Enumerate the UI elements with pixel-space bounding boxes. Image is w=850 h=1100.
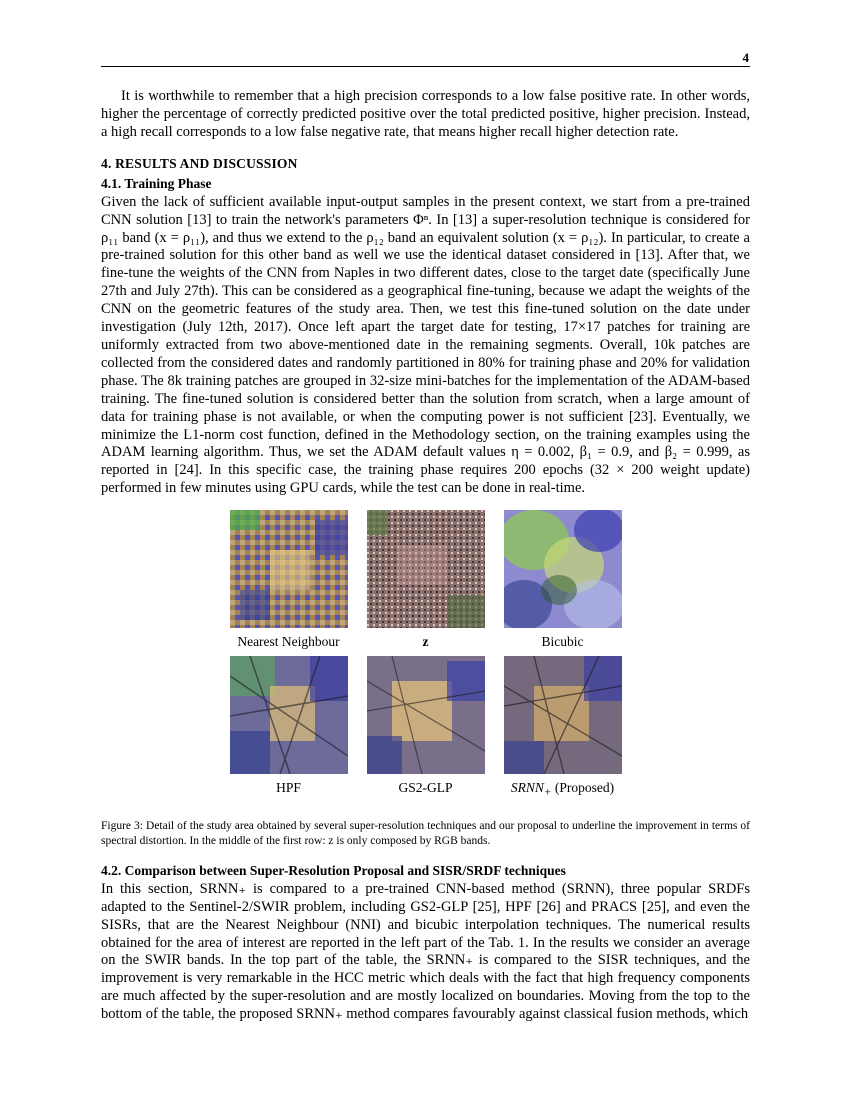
figure-label: Bicubic — [541, 634, 584, 650]
figure-3-caption: Figure 3: Detail of the study area obtained by several super-resolution techniques and our proposal to underline the improvement in terms of spectral distortion. In the middle of the first row: z is only composed by RGB bands. — [101, 819, 750, 847]
bicubic-image — [504, 510, 622, 628]
satellite-tile-nearest-neighbour — [230, 510, 348, 628]
figure-label: Nearest Neighbour — [237, 634, 340, 650]
subsection-comparison-text: In this section, SRNN₊ is compared to a pre-trained CNN-based method (SRNN), three popular SRDFs adapted to the Sentinel-2/SWIR problem, including GS2-GLP [25], HPF [26] and PRACS [25], and even the SISRs, that are the Nearest Neighbour (NNI) and bicubic interpolation techniques. The numerical results obtained for the area of interest are reported in the left part of the Tab. 1. In the results we consider an average on the SWIR bands. In the top part of the table, the SRNN₊ is compared to the SISR techniques, and the improvement is very remarkable in the HCC metric which deals with the fact that high frequency components are much affected by the super-resolution and are mostly localized on boundaries. Moving from the top to the bottom of the table, the proposed SRNN₊ method compares favourably against classical fusion methods, which — [101, 880, 750, 1023]
figure-panel-nearest-neighbour — [229, 510, 349, 650]
figure-3-grid — [101, 510, 750, 805]
figure-label-srnn-plus: $SRNN_+$ (Proposed) — [510, 780, 615, 799]
satellite-tile-gs2-glp — [367, 656, 485, 774]
subsection-training-text: Given the lack of sufficient available input-output samples in the present context, we start from a pre-trained CNN solution [13] to train the network's parameters Φⁿ. In [13] a super-resolution technique is considered for ρ₁₁ band (x = ρ₁₁), and thus we extend to the ρ₁₂ band an equivalent solution (x = ρ₁₂). In particular, to create a pre-trained solution for this other band as well we use the identical dataset considered in [13]. After that, we fine-tune the weights of the CNN from Naples in two different dates, close to the target date (specifically June 27th and July 27th). This can be considered as a geographical fine-tuning, because we adapt the weights of the CNN on the geometric features of the study area. Then, we test this fine-tuned solution on the date under investigation (July 12th, 2017). Once left apart the target date for testing, 17×17 patches for training are uniformly extracted from two above-mentioned date in the remaining segments. Overall, 10k patches are collected from the considered dates and randomly partitioned in 80% for training phase and 20% for validation phase. The 8k training patches are grouped in 32-size mini-batches for the implementation of the ADAM-based training. The fine-tuned solution is considered better than the solution from scratch, when a large amount of data for training phase is not available, or when the computing power is not sufficient [23]. Eventually, we minimize the L1-norm cost function, defined in the Methodology section, on the training examples using the ADAM learning algorithm. Thus, we set the ADAM default values η = 0.002, β₁ = 0.9, and β₂ = 0.999, as reported in [24]. In this specific case, the training phase requires 200 epochs (32 × 200 weight update) performed in few minutes using GPU cards, while the test can be done in real-time. — [101, 193, 750, 497]
intro-paragraph: It is worthwhile to remember that a high precision corresponds to a low false positive rate. In other words, higher the percentage of correctly predicted positive over the total predicted positive, higher precision. Instead, a high recall corresponds to a low false negative rate, that means higher recall higher detection rate. — [101, 88, 750, 140]
figure-panel-gs2-glp — [366, 656, 486, 799]
subsection-comparison-title: 4.2. Comparison between Super-Resolution Proposal and SISR/SRDF techniques — [101, 862, 566, 878]
section-title: 4. RESULTS AND DISCUSSION — [101, 155, 298, 171]
figure-label: z — [422, 634, 429, 650]
figure-panel-bicubic — [503, 510, 623, 650]
figure-label: HPF — [276, 780, 301, 796]
hpf-image — [230, 656, 348, 774]
figure-panel-hpf — [229, 656, 349, 799]
satellite-tile-srnn-plus — [504, 656, 622, 774]
satellite-tile-hpf — [230, 656, 348, 774]
figure-label: GS2-GLP — [398, 780, 453, 796]
z-image — [367, 510, 485, 628]
page-content — [101, 88, 750, 1024]
nn-image — [230, 510, 348, 628]
subsection-training-title: 4.1. Training Phase — [101, 175, 212, 191]
satellite-tile-rgb-z — [367, 510, 485, 628]
srnn-plus-image — [504, 656, 622, 774]
gs2-glp-image — [367, 656, 485, 774]
page-number: 4 — [742, 50, 749, 65]
header-rule — [101, 66, 750, 67]
figure-panel-z — [366, 510, 486, 650]
figure-panel-srnn-plus — [503, 656, 623, 799]
satellite-tile-bicubic — [504, 510, 622, 628]
